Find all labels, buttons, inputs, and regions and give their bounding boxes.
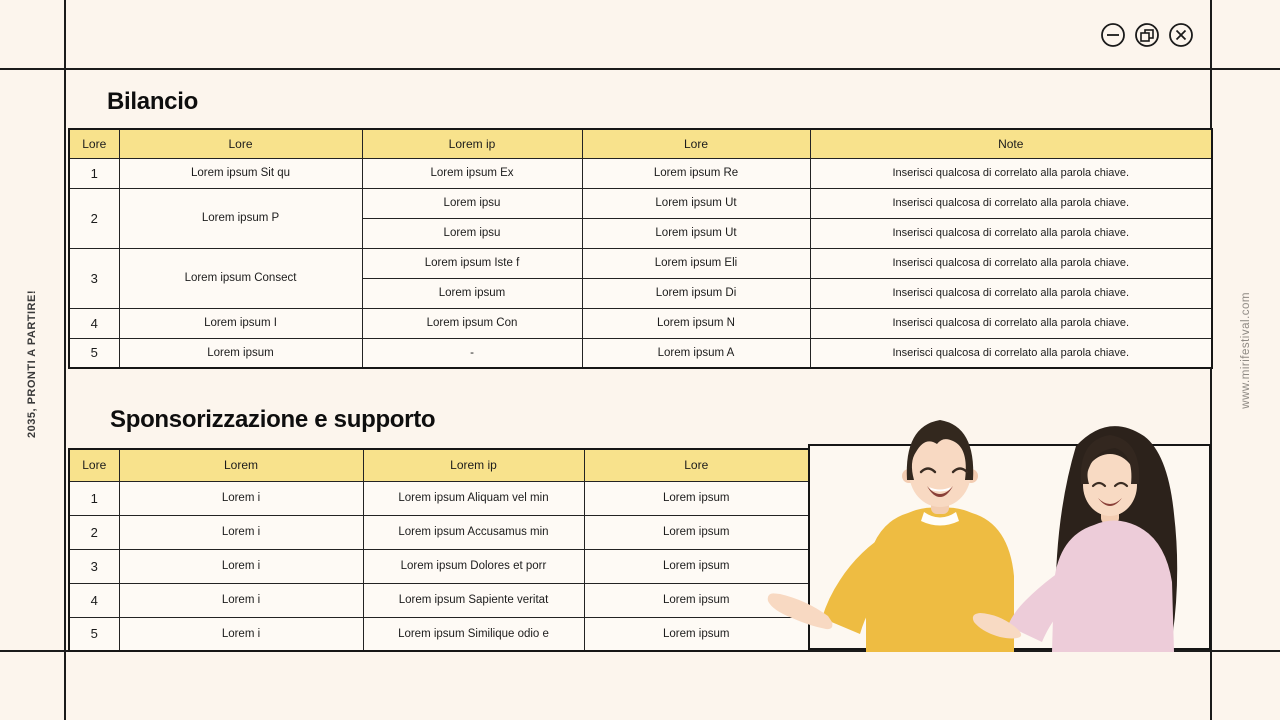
table-cell: Lorem i <box>119 583 363 617</box>
table-row <box>69 308 1212 338</box>
close-icon[interactable] <box>1168 22 1194 48</box>
table-cell: Lorem i <box>119 515 363 549</box>
table-cell: Lorem ipsum Ex <box>362 158 582 188</box>
row-number-cell: 1 <box>69 158 119 188</box>
column-header: Lore <box>69 129 119 158</box>
table-cell: Lorem ipsum Sapiente veritat <box>363 583 584 617</box>
section2-title: Sponsorizzazione e supporto <box>110 406 436 433</box>
table-cell: Lorem ipsum A <box>582 338 810 368</box>
bilancio-table <box>68 128 1213 369</box>
table-row <box>69 158 1212 188</box>
frame-line-left <box>64 0 66 720</box>
column-header: Lorem ip <box>363 449 584 481</box>
column-header: Lore <box>584 449 809 481</box>
table-row <box>69 549 809 583</box>
table-row <box>69 617 809 651</box>
column-header: Lorem ip <box>362 129 582 158</box>
row-number-cell: 2 <box>69 188 119 248</box>
people-photo <box>808 444 1211 650</box>
note-cell: Inserisci qualcosa di correlato alla parola chiave. <box>810 188 1212 218</box>
row-number-cell: 2 <box>69 515 119 549</box>
table-row <box>69 338 1212 368</box>
table-row <box>69 188 1212 218</box>
table-cell: Lorem ipsum Sit qu <box>119 158 362 188</box>
table-cell: Lorem ipsum <box>584 481 809 515</box>
table-cell: Lorem ipsum <box>362 278 582 308</box>
table-cell: Lorem ipsum Iste f <box>362 248 582 278</box>
window-controls <box>1100 22 1194 48</box>
table-cell: Lorem ipsum I <box>119 308 362 338</box>
table-cell: Lorem ipsum <box>584 617 809 651</box>
table-cell: Lorem ipsu <box>362 188 582 218</box>
note-cell: Inserisci qualcosa di correlato alla parola chiave. <box>810 218 1212 248</box>
restore-window-icon[interactable] <box>1134 22 1160 48</box>
table-row <box>69 515 809 549</box>
frame-line-top <box>0 68 1280 70</box>
table-header-row <box>69 449 809 481</box>
column-header: Lore <box>582 129 810 158</box>
row-number-cell: 5 <box>69 338 119 368</box>
column-header: Lore <box>69 449 119 481</box>
row-number-cell: 4 <box>69 583 119 617</box>
row-number-cell: 3 <box>69 549 119 583</box>
table-cell: - <box>362 338 582 368</box>
note-cell: Inserisci qualcosa di correlato alla parola chiave. <box>810 278 1212 308</box>
note-cell: Inserisci qualcosa di correlato alla parola chiave. <box>810 308 1212 338</box>
table-row <box>69 583 809 617</box>
table-cell: Lorem ipsum <box>584 515 809 549</box>
table-cell: Lorem ipsum Re <box>582 158 810 188</box>
minimize-icon[interactable] <box>1100 22 1126 48</box>
table-header-row <box>69 129 1212 158</box>
section1-title: Bilancio <box>107 88 198 115</box>
right-vertical-label: www.mirifestival.com <box>1240 292 1252 409</box>
table-cell: Lorem ipsum Eli <box>582 248 810 278</box>
table-cell: Lorem i <box>119 617 363 651</box>
sponsorizzazione-table <box>68 448 810 652</box>
people-illustration-icon <box>758 384 1213 652</box>
table-cell: Lorem ipsum <box>584 549 809 583</box>
column-header: Lorem <box>119 449 363 481</box>
table-cell: Lorem ipsum <box>119 338 362 368</box>
table-cell: Lorem ipsum Ut <box>582 218 810 248</box>
note-cell: Inserisci qualcosa di correlato alla parola chiave. <box>810 338 1212 368</box>
table-cell: Lorem ipsum Accusamus min <box>363 515 584 549</box>
table-cell: Lorem ipsum Similique odio e <box>363 617 584 651</box>
table-cell: Lorem ipsu <box>362 218 582 248</box>
table-row <box>69 248 1212 278</box>
note-cell: Inserisci qualcosa di correlato alla parola chiave. <box>810 248 1212 278</box>
column-header: Lore <box>119 129 362 158</box>
table-cell: Lorem ipsum Di <box>582 278 810 308</box>
row-number-cell: 1 <box>69 481 119 515</box>
table-cell: Lorem ipsum N <box>582 308 810 338</box>
table-cell: Lorem i <box>119 549 363 583</box>
row-number-cell: 3 <box>69 248 119 308</box>
table-cell: Lorem ipsum Aliquam vel min <box>363 481 584 515</box>
table-cell: Lorem i <box>119 481 363 515</box>
table-cell: Lorem ipsum Dolores et porr <box>363 549 584 583</box>
table-cell: Lorem ipsum P <box>119 188 362 248</box>
table-cell: Lorem ipsum Con <box>362 308 582 338</box>
note-cell: Inserisci qualcosa di correlato alla parola chiave. <box>810 158 1212 188</box>
row-number-cell: 5 <box>69 617 119 651</box>
column-header: Note <box>810 129 1212 158</box>
row-number-cell: 4 <box>69 308 119 338</box>
table-cell: Lorem ipsum Ut <box>582 188 810 218</box>
table-cell: Lorem ipsum <box>584 583 809 617</box>
table-row <box>69 481 809 515</box>
left-vertical-label: 2035, PRONTI A PARTIRE! <box>26 290 38 439</box>
table-cell: Lorem ipsum Consect <box>119 248 362 308</box>
